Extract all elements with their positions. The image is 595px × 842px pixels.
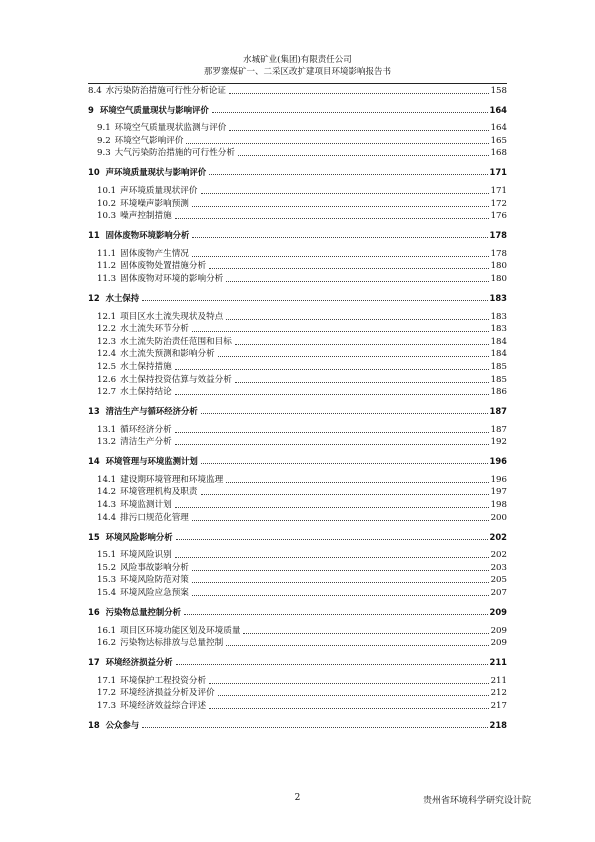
toc-entry-number: 11.2 [97,261,117,272]
toc-entry-page: 203 [490,562,507,573]
toc-entry-page: 171 [490,185,507,196]
toc-entry-page: 218 [489,720,507,730]
toc-dot-leader [209,708,489,709]
toc-entry-number: 14 [88,456,100,467]
toc-entry-page: 184 [490,349,507,360]
toc-dot-leader [235,382,489,383]
toc-entry-number: 12 [88,292,100,303]
toc-entry-page: 198 [490,500,507,511]
toc-entry-page: 164 [489,104,507,115]
toc-entry-number: 10.1 [97,185,117,196]
toc-entry-title: 环境风险影响分析 [105,531,173,542]
toc-entry-title: 风险事故影响分析 [120,562,189,573]
toc-dot-leader [218,695,489,696]
toc-entry-number: 17.2 [97,688,117,699]
toc-entry-page: 158 [490,85,507,96]
toc-entry-page: 178 [489,230,507,241]
toc-section-entry[interactable] [88,561,507,574]
toc-entry-title: 环境管理与环境监测计划 [105,456,198,467]
toc-entry-page: 185 [490,374,507,385]
toc-entry-page: 211 [490,675,507,686]
toc-entry-number: 11.1 [97,248,117,259]
toc-entry-title: 环境管理机构及职责 [120,487,198,498]
toc-entry-title: 水土保持投资估算与效益分析 [120,374,232,385]
toc-entry-page: 184 [490,336,507,347]
toc-entry-number: 14.1 [97,474,117,485]
toc-entry-title: 环境经济损益分析 [105,657,173,668]
toc-entry-page: 183 [490,324,507,335]
header-company: 水城矿业(集团)有限责任公司 [243,55,352,65]
toc-dot-leader [176,539,488,540]
toc-dot-leader [226,319,488,320]
toc-entry-title: 环境经济损益分析及评价 [120,688,215,699]
toc-section-entry[interactable] [88,586,507,599]
toc-entry-number: 15 [88,531,100,542]
toc-section-entry[interactable] [88,122,507,135]
toc-chapter-entry[interactable] [88,530,507,543]
toc-entry-page: 171 [489,167,507,178]
toc-entry-title: 排污口规范化管理 [120,512,189,523]
toc-entry-page: 180 [490,273,507,284]
toc-entry-number: 13 [88,406,100,417]
toc-entry-title: 环境风险应急预案 [120,588,189,599]
toc-dot-leader [201,463,488,464]
toc-entry-page: 168 [490,148,507,159]
toc-entry-page: 207 [490,588,507,599]
toc-section-entry[interactable] [88,624,507,637]
toc-entry-number: 12.2 [97,324,117,335]
toc-entry-page: 187 [490,424,507,435]
toc-dot-leader [192,237,487,238]
toc-dot-leader [192,520,489,521]
toc-entry-page: 183 [490,311,507,322]
toc-dot-leader [142,300,487,301]
toc-entry-number: 10.2 [97,198,117,209]
toc-section-entry[interactable] [88,674,507,687]
toc-dot-leader [209,174,487,175]
toc-entry-page: 178 [490,248,507,259]
toc-dot-leader [201,193,489,194]
toc-section-entry[interactable] [88,498,507,511]
toc-dot-leader [201,413,488,414]
toc-entry-page: 202 [490,550,507,561]
toc-entry-number: 9.3 [97,148,111,159]
toc-entry-title: 环境风险识别 [120,550,172,561]
toc-entry-title: 清洁生产分析 [120,437,172,448]
toc-entry-number: 10.3 [97,211,117,222]
toc-entry-title: 水污染防治措施可行性分析论证 [105,85,226,96]
toc-chapter-entry[interactable] [88,655,507,668]
toc-section-entry[interactable] [88,247,507,260]
toc-entry-number: 13.2 [97,437,117,448]
toc-entry-number: 12.1 [97,311,117,322]
toc-section-entry[interactable] [88,84,507,97]
toc-entry-page: 217 [490,701,507,711]
toc-entry-title: 水土保持结论 [120,387,172,398]
toc-dot-leader [186,143,488,144]
toc-entry-title: 循环经济分析 [120,424,172,435]
toc-entry-page: 165 [490,135,507,146]
toc-dot-leader [192,331,489,332]
toc-entry-number: 15.1 [97,550,117,561]
toc-entry-title: 水土保持措施 [120,361,172,372]
toc-entry-title: 污染物达标排放与总量控制 [120,638,224,649]
toc-section-entry[interactable] [88,348,507,361]
toc-dot-leader [209,268,489,269]
toc-chapter-entry[interactable] [88,605,507,618]
toc-entry-number: 17.3 [97,701,117,711]
toc-entry-title: 水土流失预测和影响分析 [120,349,215,360]
toc-entry-number: 11.3 [97,273,117,284]
toc-entry-number: 15.4 [97,588,117,599]
toc-dot-leader [226,645,488,646]
toc-section-entry[interactable] [88,574,507,587]
toc-entry-title: 环境风险防范对策 [120,575,189,586]
toc-section-entry[interactable] [88,360,507,373]
toc-dot-leader [175,218,489,219]
toc-entry-page: 202 [489,531,507,542]
toc-entry-title: 噪声控制措施 [120,211,172,222]
toc-entry-number: 17.1 [97,675,117,686]
toc-entry-number: 15.2 [97,562,117,573]
toc-entry-page: 211 [489,657,507,668]
toc-entry-title: 环境噪声影响预测 [120,198,189,209]
toc-entry-title: 清洁生产与循环经济分析 [105,406,198,417]
table-of-contents [88,84,507,737]
toc-dot-leader [175,369,489,370]
toc-section-entry[interactable] [88,147,507,160]
toc-dot-leader [201,494,489,495]
toc-dot-leader [192,595,489,596]
toc-section-entry[interactable] [88,423,507,436]
toc-dot-leader [192,206,489,207]
toc-entry-page: 187 [489,406,507,417]
toc-entry-title: 环境空气质量现状与影响评价 [99,104,209,115]
toc-entry-page: 197 [490,487,507,498]
toc-entry-title: 水土保持 [105,292,140,303]
toc-section-entry[interactable] [88,511,507,524]
toc-entry-title: 固体废物产生情况 [120,248,189,259]
toc-entry-number: 10 [88,167,100,178]
toc-entry-number: 12.5 [97,361,117,372]
toc-entry-page: 176 [490,211,507,222]
toc-chapter-entry[interactable] [88,404,507,417]
toc-entry-title: 水土流失环节分析 [120,324,189,335]
toc-entry-number: 9.2 [97,135,111,146]
toc-entry-title: 环境空气影响评价 [114,135,184,146]
toc-dot-leader [235,344,489,345]
toc-entry-number: 9 [88,104,94,115]
toc-entry-page: 209 [490,638,507,649]
toc-entry-page: 186 [490,387,507,398]
toc-section-entry[interactable] [88,323,507,336]
toc-dot-leader [184,614,487,615]
toc-section-entry[interactable] [88,260,507,273]
header-report-title: 那罗寨煤矿一、二采区改扩建项目环境影响报告书 [203,67,391,77]
toc-entry-number: 16.1 [97,625,117,636]
toc-entry-number: 14.2 [97,487,117,498]
toc-entry-number: 11 [88,230,100,241]
toc-chapter-entry[interactable] [88,165,507,178]
toc-entry-page: 183 [489,292,507,303]
footer-organization: 贵州省环境科学研究设计院 [422,796,531,806]
toc-entry-title: 声环境质量现状与影响评价 [105,167,207,178]
toc-entry-number: 16 [88,607,100,618]
toc-dot-leader [175,394,489,395]
toc-chapter-entry[interactable] [88,454,507,467]
toc-dot-leader [175,507,489,508]
toc-entry-number: 14.4 [97,512,117,523]
toc-section-entry[interactable] [88,335,507,348]
toc-entry-number: 17 [88,657,100,668]
toc-entry-page: 200 [490,512,507,523]
toc-entry-title: 固体废物对环境的影响分析 [120,273,224,284]
toc-dot-leader [229,130,488,131]
toc-dot-leader [192,570,489,571]
toc-entry-page: 209 [489,607,507,618]
toc-entry-page: 205 [490,575,507,586]
toc-entry-title: 环境保护工程投资分析 [120,675,207,686]
toc-entry-title: 项目区水土流失现状及特点 [120,311,224,322]
toc-entry-number: 12.4 [97,349,117,360]
toc-entry-title: 环境空气质量现状监测与评价 [114,123,227,134]
toc-entry-number: 13.1 [97,424,117,435]
toc-entry-number: 15.3 [97,575,117,586]
toc-entry-number: 14.3 [97,500,117,511]
toc-dot-leader [175,557,489,558]
toc-dot-leader [176,664,488,665]
toc-entry-number: 8.4 [88,85,102,96]
toc-section-entry[interactable] [88,197,507,210]
toc-section-entry[interactable] [88,210,507,223]
toc-dot-leader [243,633,488,634]
toc-entry-title: 项目区环境功能区划及环境质量 [120,625,241,636]
toc-entry-title: 建设期环境管理和环境监理 [120,474,224,485]
toc-entry-page: 164 [490,123,507,134]
toc-dot-leader [175,432,489,433]
toc-section-entry[interactable] [88,386,507,399]
toc-dot-leader [209,683,489,684]
toc-section-entry[interactable] [88,549,507,562]
toc-dot-leader [238,155,489,156]
toc-entry-page: 196 [489,456,507,467]
toc-section-entry[interactable] [88,699,507,712]
toc-entry-title: 声环境质量现状评价 [120,185,198,196]
toc-dot-leader [175,444,489,445]
toc-entry-number: 12.3 [97,336,117,347]
toc-entry-title: 环境监测计划 [120,500,172,511]
toc-entry-number: 9.1 [97,123,111,134]
toc-section-entry[interactable] [88,134,507,147]
toc-entry-page: 185 [490,361,507,372]
toc-entry-number: 12.7 [97,387,117,398]
toc-entry-number: 12.6 [97,374,117,385]
toc-section-entry[interactable] [88,486,507,499]
toc-entry-title: 公众参与 [105,720,140,730]
page-number: 2 [294,793,301,803]
toc-section-entry[interactable] [88,473,507,486]
toc-chapter-entry[interactable] [88,103,507,116]
toc-section-entry[interactable] [88,436,507,449]
toc-dot-leader [192,582,489,583]
toc-entry-page: 196 [490,474,507,485]
toc-dot-leader [212,112,488,113]
toc-dot-leader [142,727,487,728]
running-header [88,54,507,84]
toc-entry-page: 209 [490,625,507,636]
toc-chapter-entry[interactable] [88,718,507,731]
toc-entry-number: 18 [88,720,100,730]
toc-section-entry[interactable] [88,637,507,650]
toc-entry-title: 环境经济效益综合评述 [120,701,207,711]
toc-section-entry[interactable] [88,272,507,285]
toc-entry-title: 污染物总量控制分析 [105,607,182,618]
toc-entry-page: 192 [490,437,507,448]
toc-section-entry[interactable] [88,373,507,386]
toc-entry-page: 172 [490,198,507,209]
toc-chapter-entry[interactable] [88,291,507,304]
toc-dot-leader [229,93,489,94]
toc-entry-title: 水土流失防治责任范围和目标 [120,336,232,347]
toc-entry-number: 16.2 [97,638,117,649]
toc-dot-leader [192,256,489,257]
toc-dot-leader [226,482,488,483]
toc-section-entry[interactable] [88,310,507,323]
toc-chapter-entry[interactable] [88,228,507,241]
toc-dot-leader [226,281,488,282]
toc-dot-leader [218,356,489,357]
toc-entry-title: 大气污染防治措施的可行性分析 [114,148,235,159]
toc-entry-page: 180 [490,261,507,272]
toc-entry-page: 212 [490,688,507,699]
toc-entry-title: 固体废物处置措施分析 [120,261,207,272]
toc-section-entry[interactable] [88,687,507,700]
toc-section-entry[interactable] [88,184,507,197]
toc-entry-title: 固体废物环境影响分析 [105,230,190,241]
